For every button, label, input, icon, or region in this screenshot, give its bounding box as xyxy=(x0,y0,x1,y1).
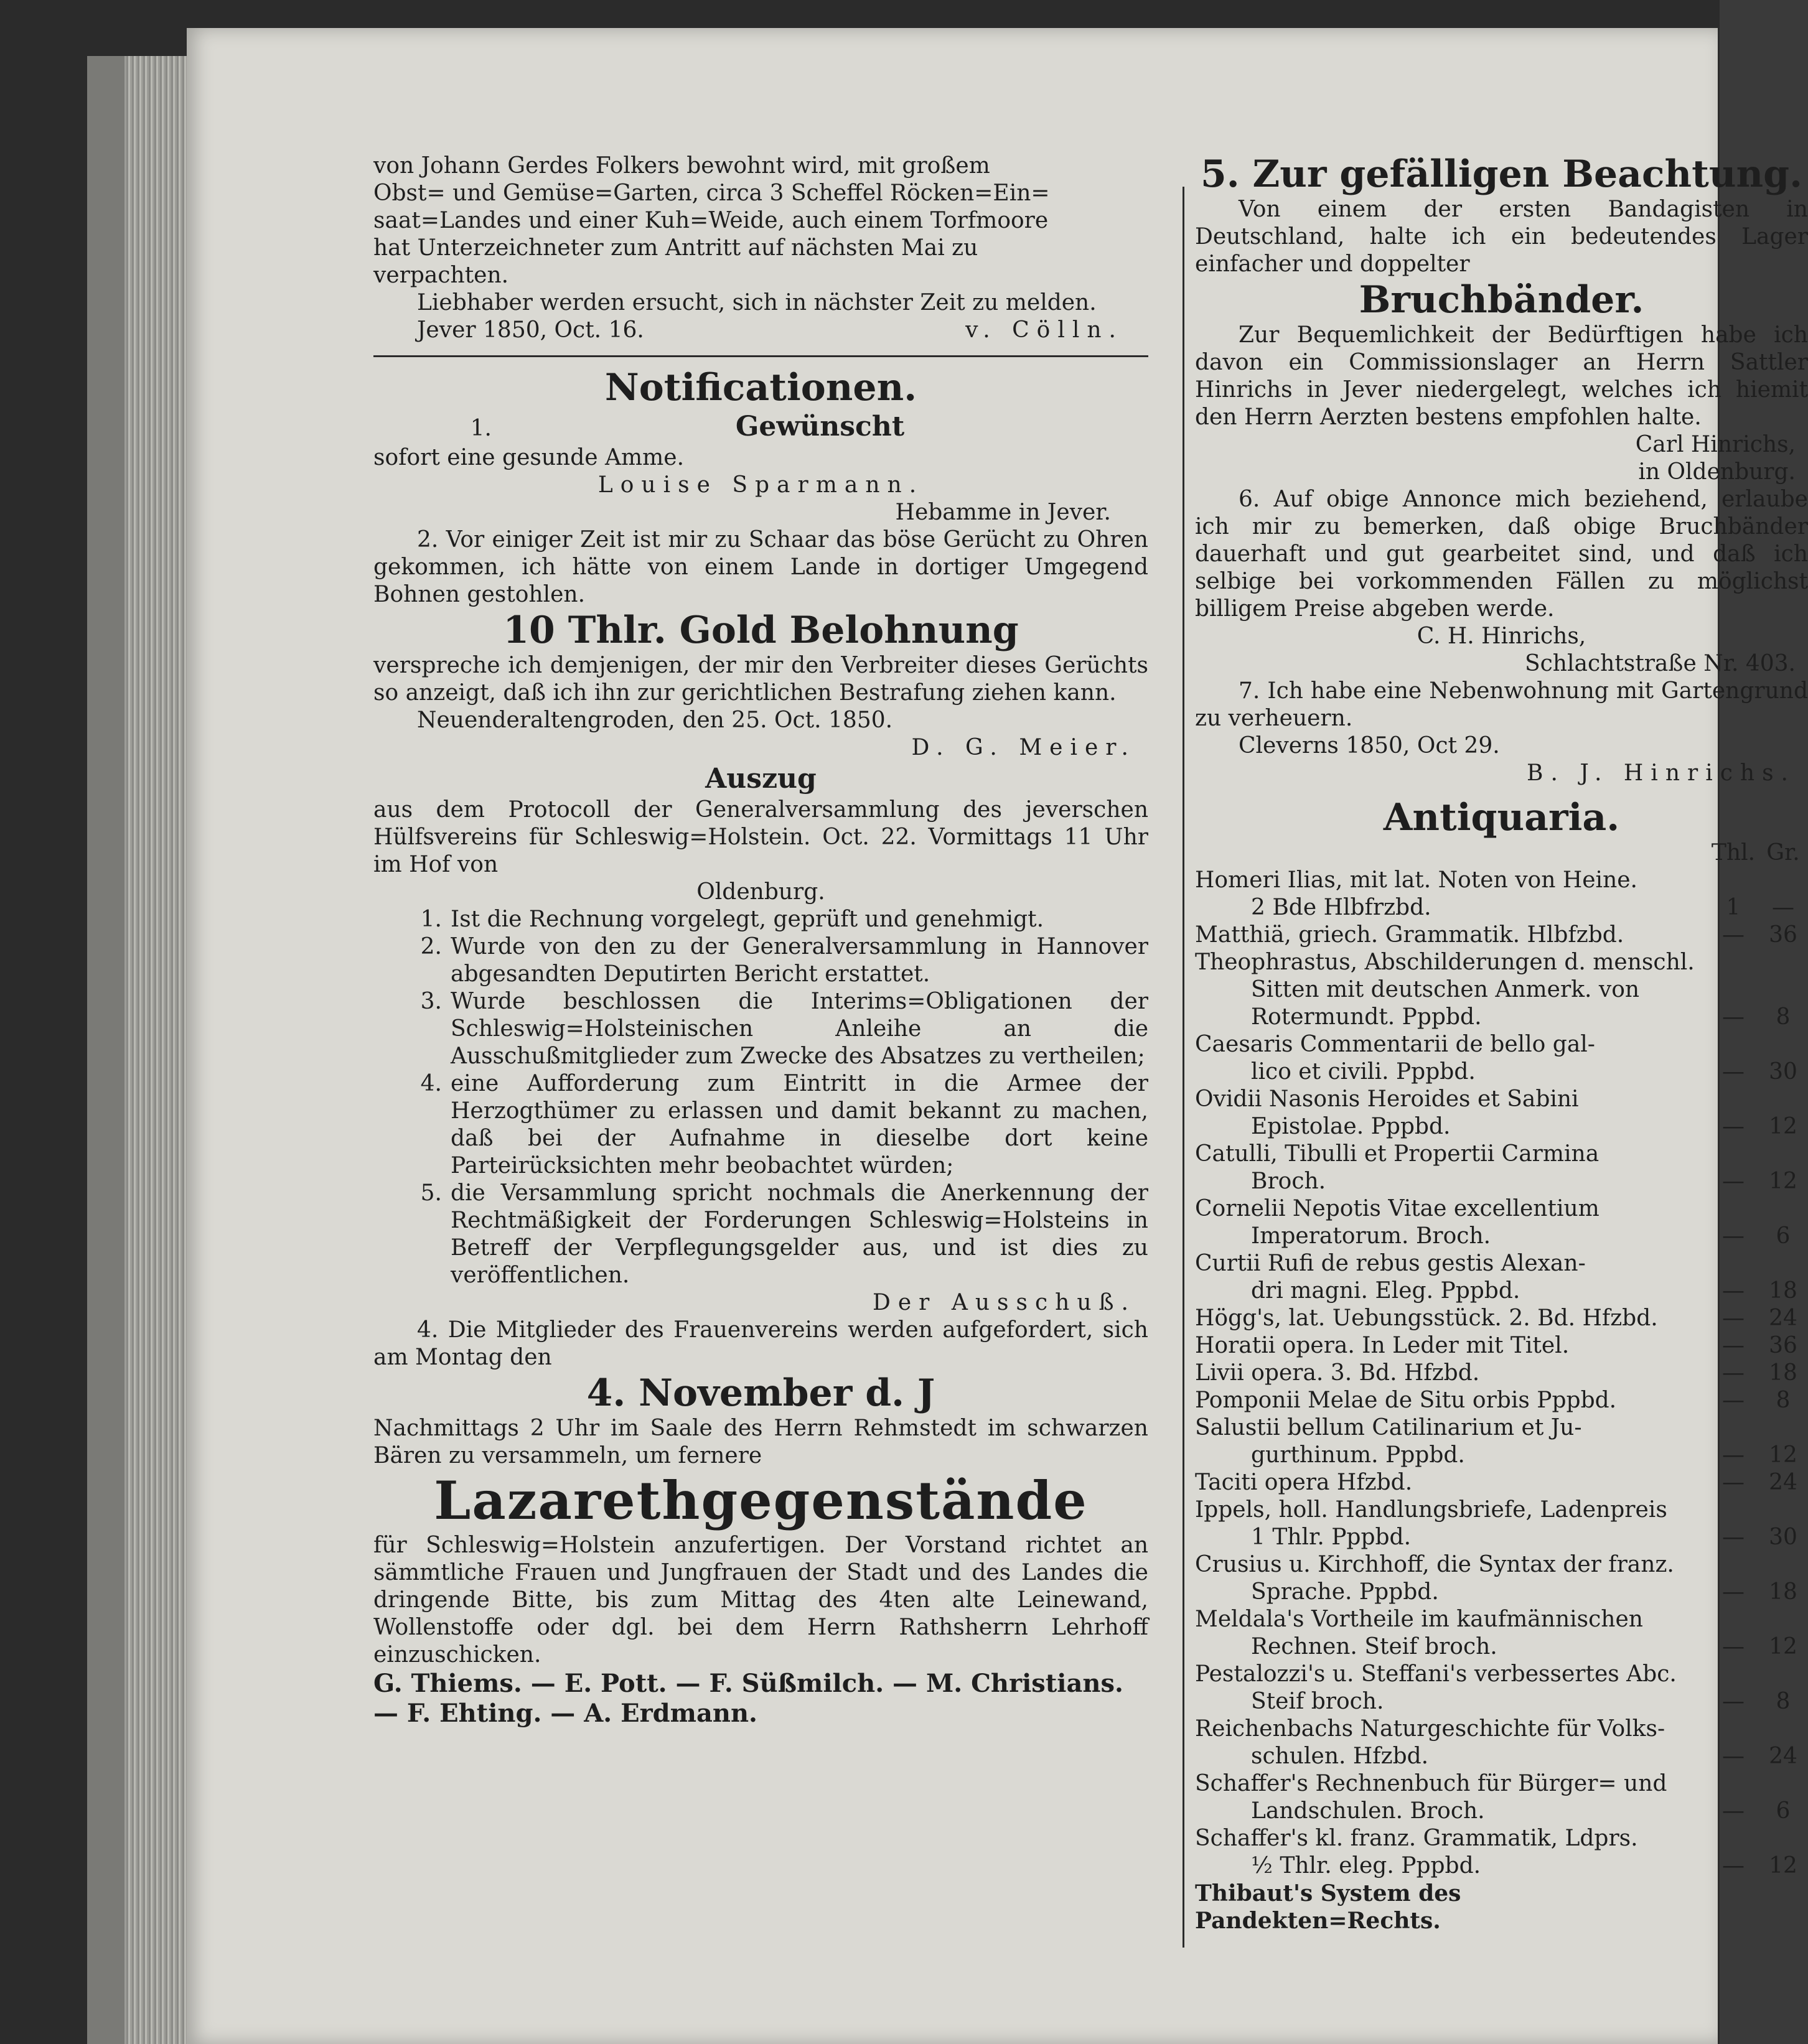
table-row xyxy=(1195,1825,1808,1880)
price-groschen: 12 xyxy=(1769,1169,1797,1194)
notice-6-text: 6. Auf obige Annonce mich beziehend, erlaube ich mir zu bemerken, daß obige Bruchbänder dauerhaft und gut gearbeitet sind, und daß ich selbige bei vorkommenden Fällen zu möglichst billigem Preise abgeben werde. xyxy=(1195,487,1808,622)
book-title: Högg's, lat. Uebungsstück. 2. Bd. Hfzbd. xyxy=(1195,1305,1658,1331)
table-row xyxy=(1195,922,1808,949)
price-groschen: 30 xyxy=(1769,1059,1797,1085)
table-row xyxy=(1195,1387,1808,1414)
column-header-thaler: Thl. xyxy=(1711,840,1756,866)
price-groschen: 18 xyxy=(1769,1360,1797,1386)
table-row xyxy=(1195,1195,1808,1250)
notice-5-heading: 5. Zur gefälligen Beachtung. xyxy=(1200,152,1802,196)
notice-5-signature: Carl Hinrichs, xyxy=(1635,432,1796,457)
item-text: Wurde von den zu der Generalversammlung in Hannover abgesandten Deputirten Bericht erstattet. xyxy=(451,934,1148,987)
table-row xyxy=(1195,1250,1808,1305)
table-row xyxy=(1195,867,1808,922)
table-row xyxy=(1195,1661,1808,1715)
column-header-groschen: Gr. xyxy=(1766,840,1800,866)
book-title: Schaffer's kl. franz. Grammatik, Ldprs. xyxy=(1195,1826,1638,1851)
price-thaler: — xyxy=(1722,1114,1745,1139)
right-column xyxy=(1195,152,1808,1934)
book-title: Catulli, Tibulli et Propertii Carmina xyxy=(1195,1141,1600,1167)
item-number: 5. xyxy=(420,1180,442,1206)
item-text: eine Aufforderung zum Eintritt in die Armee der Herzogthümer zu erlassen und damit bekannt zu machen, daß bei der Aufnahme in dieselbe dort keine Parteirücksichten mehr beobachtet würden; xyxy=(451,1071,1148,1178)
table-row xyxy=(1195,1086,1808,1141)
price-groschen: 8 xyxy=(1776,1689,1791,1714)
book-title: Crusius u. Kirchhoff, die Syntax der franz. xyxy=(1195,1552,1674,1577)
book-title: Schaffer's Rechnenbuch für Bürger= und xyxy=(1195,1771,1667,1796)
book-title-cont: gurthinum. Pppbd. xyxy=(1251,1442,1465,1468)
price-thaler: — xyxy=(1722,1004,1745,1030)
notice-1-number: 1. xyxy=(470,416,492,441)
price-thaler: 1 xyxy=(1726,895,1741,920)
price-groschen: 8 xyxy=(1776,1388,1791,1413)
auszug-list xyxy=(373,906,1148,1289)
table-row xyxy=(1195,1141,1808,1195)
book-title: Ippels, holl. Handlungsbriefe, Ladenpreis xyxy=(1195,1497,1667,1523)
table-row xyxy=(1195,1715,1808,1770)
price-thaler: — xyxy=(1722,922,1745,948)
notificationen-heading: Notificationen. xyxy=(604,366,917,409)
book-title: Thibaut's System des Pandekten=Rechts. xyxy=(1195,1880,1461,1934)
price-groschen: 36 xyxy=(1769,1333,1797,1358)
table-row xyxy=(1195,1332,1808,1360)
book-title: Cornelii Nepotis Vitae excellentium xyxy=(1195,1196,1600,1221)
book-title-cont: Rechnen. Steif broch. xyxy=(1251,1634,1497,1659)
item-number: 1. xyxy=(420,907,442,932)
column-divider xyxy=(1183,187,1184,1948)
book-title-cont: 2 Bde Hlbfrzbd. xyxy=(1251,895,1431,920)
table-row xyxy=(1195,1414,1808,1469)
notice-6-signature: C. H. Hinrichs, xyxy=(1417,623,1586,649)
price-thaler: — xyxy=(1722,1223,1745,1249)
notice-1-heading: Gewünscht xyxy=(735,411,905,442)
notice-7-signature: B. J. Hinrichs. xyxy=(1527,760,1796,786)
list-item xyxy=(373,1180,1148,1289)
notice-6-address: Schlachtstraße Nr. 403. xyxy=(1524,651,1796,676)
book-title-cont: dri magni. Eleg. Pppbd. xyxy=(1251,1278,1520,1304)
book-title: Matthiä, griech. Grammatik. Hlbfzbd. xyxy=(1195,922,1624,948)
book-title: Salustii bellum Catilinarium et Ju- xyxy=(1195,1415,1582,1440)
book-title: Taciti opera Hfzbd. xyxy=(1195,1470,1413,1495)
price-groschen: 30 xyxy=(1769,1524,1797,1550)
price-thaler: — xyxy=(1722,1333,1745,1358)
notice-5-text: Von einem der ersten Bandagisten in Deutschland, halte ich ein bedeutendes Lager einfacher und doppelter xyxy=(1195,197,1808,277)
notice-1-signature: Louise Sparmann. xyxy=(597,472,924,498)
price-groschen: 12 xyxy=(1769,1634,1797,1659)
intro-line: verpachten. xyxy=(373,263,509,288)
table-row xyxy=(1195,1496,1808,1551)
price-groschen: 24 xyxy=(1769,1470,1797,1495)
notice-4-text: 4. Die Mitglieder des Frauenvereins werden aufgefordert, sich am Montag den xyxy=(373,1317,1148,1370)
book-title-cont: schulen. Hfzbd. xyxy=(1251,1743,1429,1769)
notice-5-signature-place: in Oldenburg. xyxy=(1638,459,1796,485)
price-thaler: — xyxy=(1722,1169,1745,1194)
book-title: Reichenbachs Naturgeschichte für Volks- xyxy=(1195,1716,1665,1742)
intro-line: saat=Landes und einer Kuh=Weide, auch einem Torfmoore xyxy=(373,208,1049,233)
book-title: Theophrastus, Abschilderungen d. menschl. xyxy=(1195,950,1695,975)
book-title: Caesaris Commentarii de bello gal- xyxy=(1195,1032,1595,1057)
book-title: Pomponii Melae de Situ orbis Pppbd. xyxy=(1195,1388,1617,1413)
price-thaler: — xyxy=(1722,1634,1745,1659)
item-number: 4. xyxy=(420,1071,442,1096)
book-title: Livii opera. 3. Bd. Hfzbd. xyxy=(1195,1360,1480,1386)
list-item xyxy=(373,1070,1148,1180)
reward-text: verspreche ich demjenigen, der mir den Verbreiter dieses Gerüchts so anzeigt, daß ich ihn zur gerichtlichen Bestrafung ziehen kann. xyxy=(373,653,1148,706)
price-thaler: — xyxy=(1722,1360,1745,1386)
list-item xyxy=(373,906,1148,933)
reward-place-date: Neuenderaltengroden, den 25. Oct. 1850. xyxy=(417,707,893,733)
price-thaler: — xyxy=(1722,1853,1745,1878)
notice-7-text: 7. Ich habe eine Nebenwohnung mit Gartengrund zu verheuern. xyxy=(1195,678,1808,731)
table-row xyxy=(1195,1551,1808,1606)
lazareth-heading: Lazarethgegenstände xyxy=(434,1470,1088,1531)
list-item xyxy=(373,933,1148,988)
notice-4-text-2: Nachmittags 2 Uhr im Saale des Herrn Rehmstedt im schwarzen Bären zu versammeln, um fernere xyxy=(373,1416,1148,1468)
book-title: Horatii opera. In Leder mit Titel. xyxy=(1195,1333,1570,1358)
book-title: Meldala's Vortheile im kaufmännischen xyxy=(1195,1607,1643,1632)
auszug-intro-end: Oldenburg. xyxy=(696,879,825,905)
table-row xyxy=(1195,949,1808,1031)
notice-1-signature-role: Hebamme in Jever. xyxy=(895,500,1111,525)
notice-4-text-3: für Schleswig=Holstein anzufertigen. Der Vorstand richtet an sämmtliche Frauen und Jungfrauen der Stadt und des Landes die dringende Bitte, bis zum Mittag des 4ten alte Leinewand, Wollenstoffe oder dgl. bei dem Herrn Rathsherrn Lehrhoff einzuschicken. xyxy=(373,1533,1148,1668)
item-number: 3. xyxy=(420,989,442,1014)
price-thaler: — xyxy=(1722,1442,1745,1468)
price-groschen: 8 xyxy=(1776,1004,1791,1030)
item-text: die Versammlung spricht nochmals die Anerkennung der Rechtmäßigkeit der Forderungen Schleswig=Holsteins in Betreff der Verpflegungsgelder aus, und ist dies zu veröffentlichen. xyxy=(451,1180,1148,1288)
book-title: Homeri Ilias, mit lat. Noten von Heine. xyxy=(1195,867,1637,893)
book-title-cont: Epistolae. Pppbd. xyxy=(1251,1114,1451,1139)
book-cover-edge xyxy=(87,56,124,2044)
intro-signature: v. Cölln. xyxy=(965,317,1123,343)
ausschuss-signature: Der Ausschuß. xyxy=(873,1290,1136,1315)
auszug-heading: Auszug xyxy=(705,763,817,795)
left-column xyxy=(373,152,1148,1729)
auszug-intro: aus dem Protocoll der Generalversammlung des jeverschen Hülfsvereins für Schleswig=Holstein. Oct. 22. Vormittags 11 Uhr im Hof von xyxy=(373,797,1148,877)
price-groschen: 24 xyxy=(1769,1743,1797,1769)
price-groschen: 24 xyxy=(1769,1305,1797,1331)
book-title-cont: Sitten mit deutschen Anmerk. von Rotermundt. Pppbd. xyxy=(1251,977,1640,1030)
price-groschen: 18 xyxy=(1769,1278,1797,1304)
intro-line: von Johann Gerdes Folkers bewohnt wird, mit großem xyxy=(373,153,990,179)
table-row xyxy=(1195,1606,1808,1661)
notice-5-text-2: Zur Bequemlichkeit der Bedürftigen habe ich davon ein Commissionslager an Herrn Sattler Hinrichs in Jever niedergelegt, welches ich hiemit den Herrn Aerzten bestens empfohlen halte. xyxy=(1195,322,1808,430)
book-title-cont: Broch. xyxy=(1251,1169,1326,1194)
notice-2-text: 2. Vor einiger Zeit ist mir zu Schaar das böse Gerücht zu Ohren gekommen, ich hätte von einem Lande in dortiger Umgegend Bohnen gestohlen. xyxy=(373,527,1148,607)
intro-paragraph xyxy=(373,152,1148,289)
item-number: 2. xyxy=(420,934,442,959)
table-row xyxy=(1195,1880,1808,1934)
intro-line: Obst= und Gemüse=Garten, circa 3 Scheffel Röcken=Ein= xyxy=(373,180,1050,206)
table-row xyxy=(1195,1305,1808,1332)
antiquaria-list xyxy=(1195,867,1808,1934)
november-date-heading: 4. November d. J xyxy=(586,1371,935,1415)
price-thaler: — xyxy=(1722,1579,1745,1605)
reward-heading: 10 Thlr. Gold Belohnung xyxy=(503,609,1019,652)
book-title-cont: 1 Thlr. Pppbd. xyxy=(1251,1524,1412,1550)
list-item xyxy=(373,988,1148,1070)
price-thaler: — xyxy=(1722,1524,1745,1550)
price-thaler: — xyxy=(1722,1305,1745,1331)
notice-1-text: sofort eine gesunde Amme. xyxy=(373,445,685,470)
book-title-cont: ½ Thlr. eleg. Pppbd. xyxy=(1251,1853,1481,1878)
price-groschen: 6 xyxy=(1776,1798,1791,1824)
price-thaler: — xyxy=(1722,1278,1745,1304)
newspaper-page xyxy=(187,28,1808,2044)
book-title-cont: lico et civili. Pppbd. xyxy=(1251,1059,1476,1085)
bruchbaender-heading: Bruchbänder. xyxy=(1359,278,1644,322)
price-thaler: — xyxy=(1722,1689,1745,1714)
price-thaler: — xyxy=(1722,1059,1745,1085)
book-title: Curtii Rufi de rebus gestis Alexan- xyxy=(1195,1251,1586,1276)
reward-signature: D. G. Meier. xyxy=(911,735,1136,760)
price-groschen: 36 xyxy=(1769,922,1797,948)
intro-line: hat Unterzeichneter zum Antritt auf nächsten Mai zu xyxy=(373,235,978,261)
book-title: Ovidii Nasonis Heroides et Sabini xyxy=(1195,1086,1579,1112)
price-groschen: — xyxy=(1772,895,1794,920)
price-groschen: 12 xyxy=(1769,1853,1797,1878)
section-rule xyxy=(373,355,1148,357)
notice-7-place-date: Cleverns 1850, Oct 29. xyxy=(1239,733,1500,758)
item-text: Ist die Rechnung vorgelegt, geprüft und genehmigt. xyxy=(451,907,1044,932)
table-row xyxy=(1195,1360,1808,1387)
price-groschen: 6 xyxy=(1776,1223,1791,1249)
price-groschen: 12 xyxy=(1769,1442,1797,1468)
price-thaler: — xyxy=(1722,1743,1745,1769)
item-text: Wurde beschlossen die Interims=Obligationen der Schleswig=Holsteinischen Anleihe an die Ausschußmitglieder zum Zwecke des Absatzes zu vertheilen; xyxy=(451,989,1148,1069)
antiquaria-heading: Antiquaria. xyxy=(1383,796,1620,839)
table-row xyxy=(1195,1031,1808,1086)
book-title-cont: Sprache. Pppbd. xyxy=(1251,1579,1439,1605)
notice-1-header xyxy=(373,409,1148,444)
price-thaler: — xyxy=(1722,1798,1745,1824)
price-thaler: — xyxy=(1722,1388,1745,1413)
table-row xyxy=(1195,1770,1808,1825)
table-row xyxy=(1195,1469,1808,1496)
intro-request: Liebhaber werden ersucht, sich in nächster Zeit zu melden. xyxy=(417,290,1097,315)
price-groschen: 12 xyxy=(1769,1114,1797,1139)
book-title-cont: Landschulen. Broch. xyxy=(1251,1798,1485,1824)
price-groschen: 18 xyxy=(1769,1579,1797,1605)
price-thaler: — xyxy=(1722,1470,1745,1495)
intro-place-date: Jever 1850, Oct. 16. xyxy=(417,317,644,343)
book-title: Pestalozzi's u. Steffani's verbessertes Abc. xyxy=(1195,1661,1677,1687)
book-title-cont: Steif broch. xyxy=(1251,1689,1384,1714)
signers-list: G. Thiems. — E. Pott. — F. Süßmilch. — M. Christians. — F. Ehting. — A. Erdmann. xyxy=(373,1669,1123,1728)
price-table-header xyxy=(1195,839,1808,867)
book-title-cont: Imperatorum. Broch. xyxy=(1251,1223,1491,1249)
